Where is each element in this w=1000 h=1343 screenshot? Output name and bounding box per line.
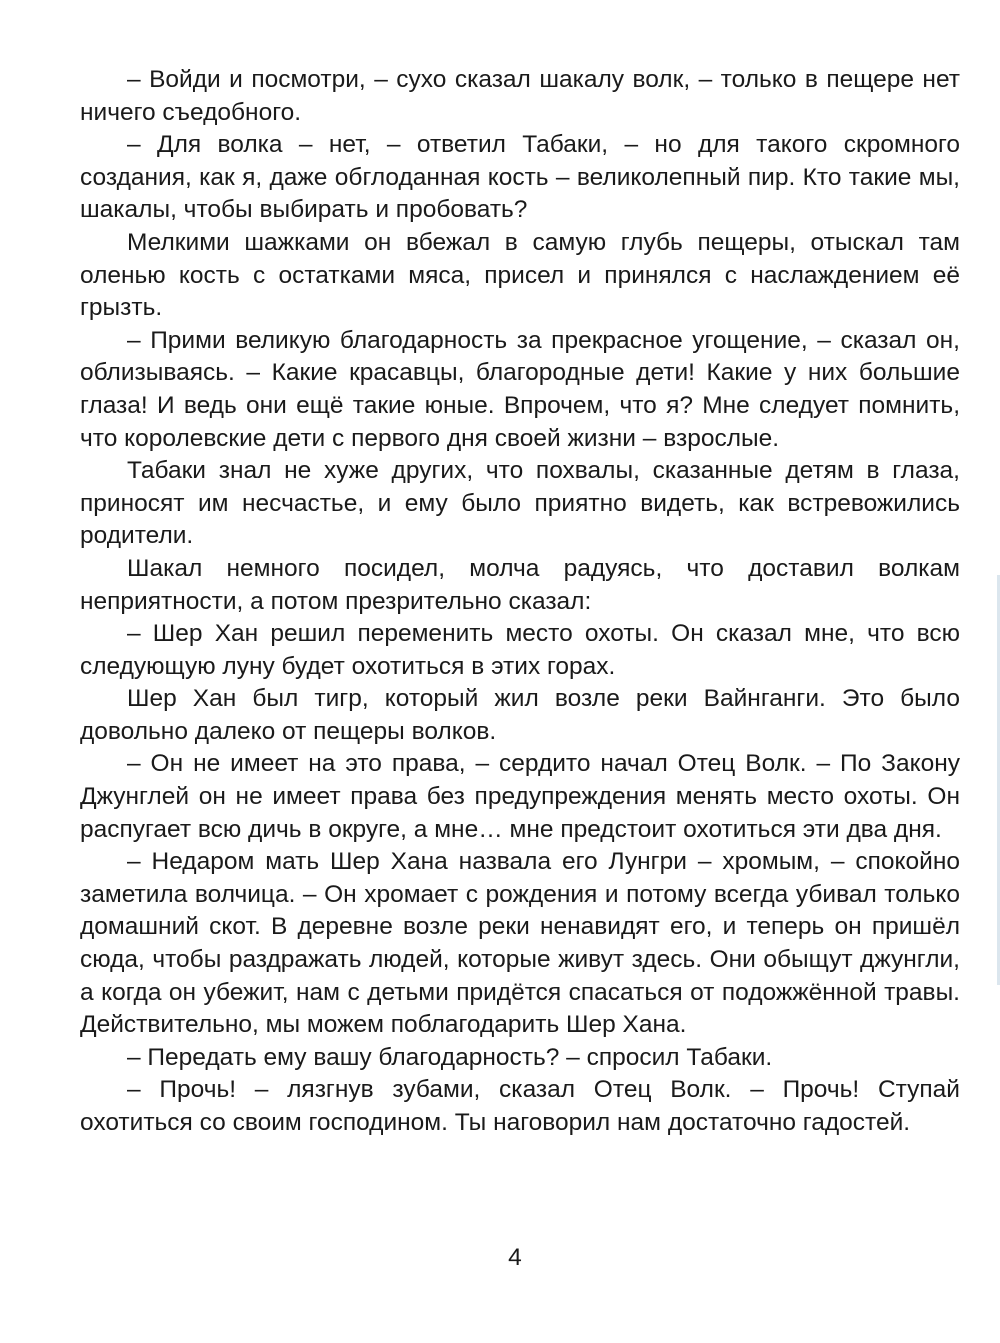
paragraph: – Шер Хан решил переменить место охоты. Он сказал мне, что всю следующую луну будет охотиться в этих горах. — [80, 620, 960, 680]
paragraph: – Прочь! – лязгнув зубами, сказал Отец Волк. – Прочь! Ступай охотиться со своим господином. Ты наговорил нам достаточно гадостей. — [80, 1076, 960, 1136]
paragraph: – Прими великую благодарность за прекрасное угощение, – сказал он, облизываясь. – Какие красавцы, благородные дети! Какие у них большие глаза! И ведь они ещё такие юные. Впрочем, что я? Мне следует помнить, что королевские дети с первого дня своей жизни – взрослые. — [80, 326, 960, 452]
paragraph: – Войди и посмотри, – сухо сказал шакалу волк, – только в пещере нет ничего съедобного. — [80, 66, 960, 126]
paragraph: – Он не имеет на это права, – сердито начал Отец Волк. – По Закону Джунглей он не имеет права без предупреждения менять место охоты. Он распугает всю дичь в округе, а мне… мне предстоит охотиться эти два дня. — [80, 750, 960, 843]
paragraph: Шер Хан был тигр, который жил возле реки Вайнганги. Это было довольно далеко от пещеры волков. — [80, 685, 960, 745]
paragraph: – Недаром мать Шер Хана назвала его Лунгри – хромым, – спокойно заметила волчица. – Он хромает с рождения и потому всегда убивал только домашний скот. В деревне возле реки ненавидят его, и теперь он пришёл сюда, чтобы раздражать людей, которые живут здесь. Они обыщут джунгли, а когда он убежит, нам с детьми придётся спасаться от подожжённой травы. Действительно, мы можем поблагодарить Шер Хана. — [80, 848, 960, 1039]
paragraph: – Передать ему вашу благодарность? – спросил Табаки. — [127, 1043, 773, 1071]
page-number: 4 — [508, 1244, 522, 1271]
paragraph: Шакал немного посидел, молча радуясь, что доставил волкам неприятности, а потом презрительно сказал: — [80, 554, 960, 615]
body-text — [80, 64, 960, 1140]
paragraph: Табаки знал не хуже других, что похвалы, сказанные детям в глаза, приносят им несчастье, и ему было приятно видеть, как встревожились родители. — [80, 457, 960, 550]
paragraph: – Для волка – нет, – ответил Табаки, – но для такого скромного создания, как я, даже обглоданная кость – великолепный пир. Кто такие мы, шакалы, чтобы выбирать и пробовать? — [80, 131, 960, 224]
paragraph: Мелкими шажками он вбежал в самую глубь пещеры, отыскал там оленью кость с остатками мяса, присел и принялся с наслаждением её грызть. — [80, 228, 960, 322]
